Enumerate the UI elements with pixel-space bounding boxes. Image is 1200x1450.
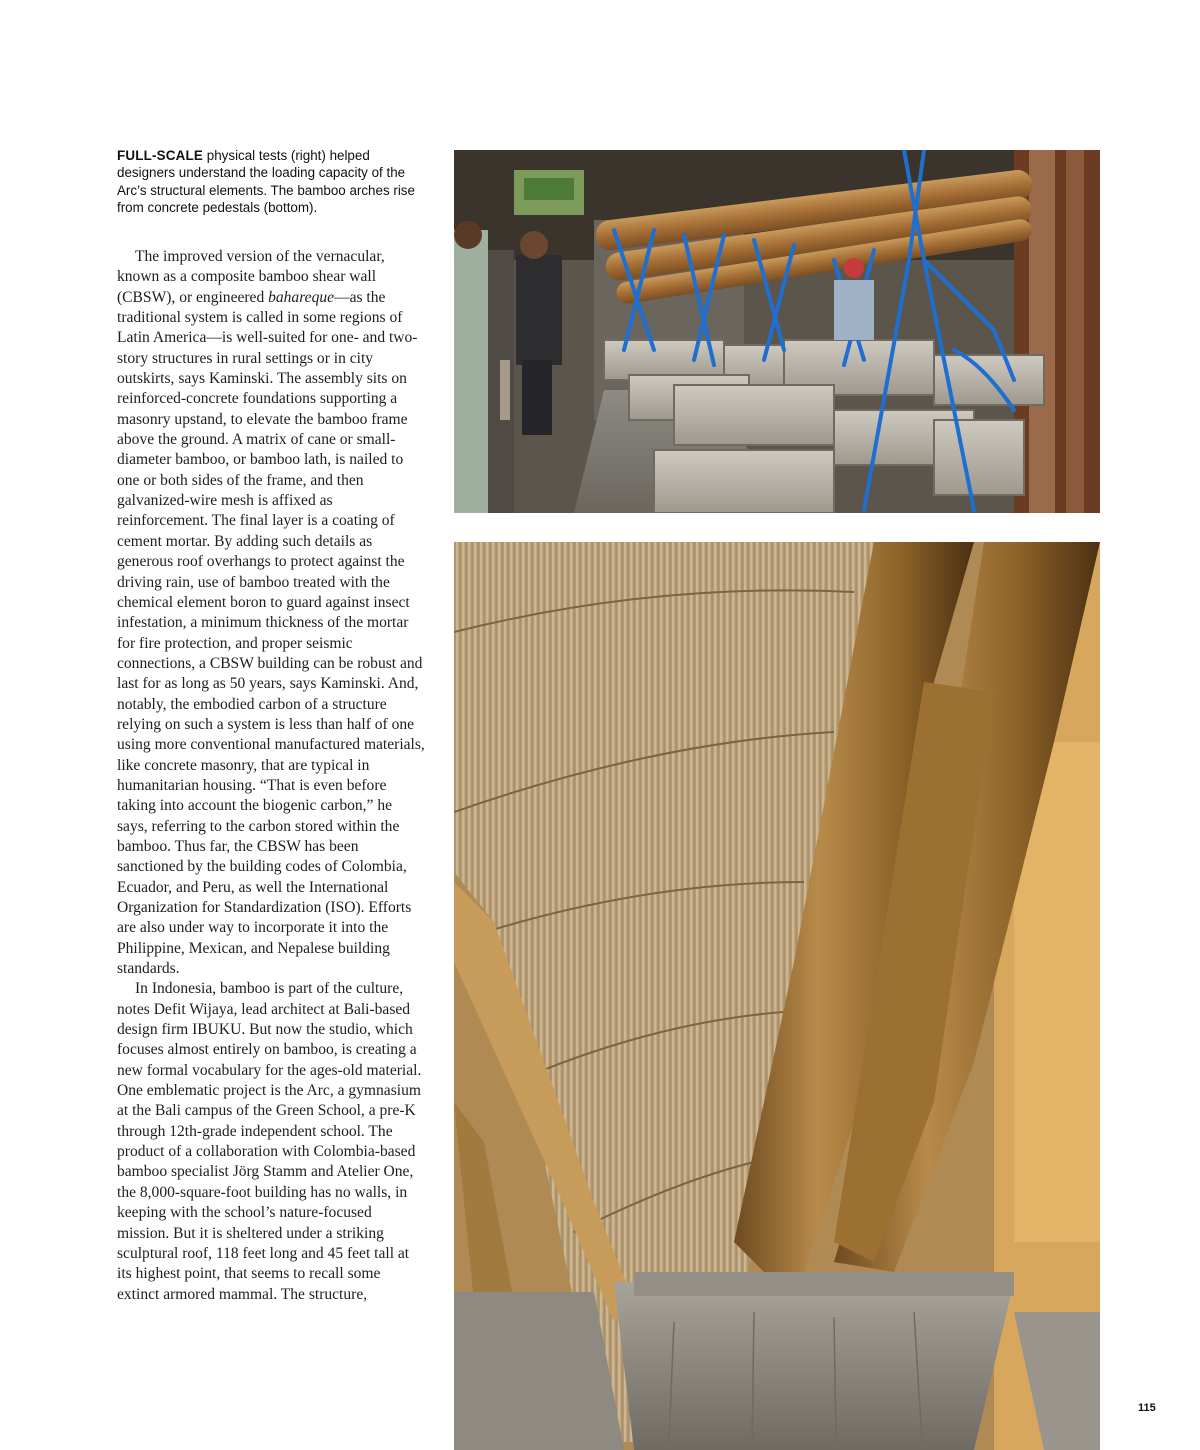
paragraph-1-part-a: The improved version of the vernacular, known as a composite bamboo shear wall (CBSW), or engineered	[117, 248, 385, 306]
page-number: 115	[1138, 1402, 1156, 1414]
caption-text: physical tests (right) helped designers understand the loading capacity of the Arc’s structural elements. The bamboo arches rise from concrete pedestals (bottom).	[117, 148, 415, 216]
load-test-photo	[454, 150, 1100, 513]
bamboo-arch-illustration	[454, 542, 1100, 1450]
paragraph-1-part-b: —as the traditional system is called in some regions of Latin America—is well-suited for one- and two-story structures in rural settings or in city outskirts, says Kaminski. The assembly sits on reinforced-concrete foundations supporting a masonry upstand, to elevate the bamboo frame above the ground. A matrix of cane or small-diameter bamboo, or bamboo lath, is nailed to one or both sides of the frame, and then galvanized-wire mesh is affixed as reinforcement. The final layer is a coating of cement mortar. By adding such details as generous roof overhangs to protect against the driving rain, use of bamboo treated with the chemical element boron to guard against insect infestation, a minimum thickness of the mortar for fire protection, and proper seismic connections, a CBSW building can be robust and last for as long as 50 years, says Kaminski. And, notably, the embodied carbon of a structure relying on such a system is less than half of one using more conventional manufactured materials, like concrete masonry, that are typical in humanitarian housing. “That is even before taking into account the biogenic carbon,” he says, referring to the carbon stored within the bamboo. Thus far, the CBSW has been sanctioned by the building codes of Colombia, Ecuador, and Peru, as well the International Organization for Standardization (ISO). Efforts are also under way to incorporate it into the Philippine, Mexican, and Nepalese building standards.	[117, 288, 425, 978]
article-paragraph-1	[117, 247, 425, 979]
photo-caption	[117, 147, 427, 217]
bahareque-term: bahareque	[268, 288, 335, 306]
bamboo-arch-photo	[454, 542, 1100, 1450]
article-paragraph-2: In Indonesia, bamboo is part of the culture, notes Defit Wijaya, lead architect at Bali-based design firm IBUKU. But now the studio, which focuses almost entirely on bamboo, is creating a new formal vocabulary for the ages-old material. One emblematic project is the Arc, a gymnasium at the Bali campus of the Green School, a pre-K through 12th-grade independent school. The product of a collaboration with Colombia-based bamboo specialist Jörg Stamm and Atelier One, the 8,000-square-foot building has no walls, in keeping with the school’s nature-focused mission. But it is sheltered under a striking sculptural roof, 118 feet long and 45 feet tall at its highest point, that seems to recall some extinct armored mammal. The structure,	[117, 980, 422, 1303]
load-test-illustration	[454, 150, 1100, 513]
caption-lead: FULL-SCALE	[117, 148, 204, 163]
article-body	[117, 247, 425, 1305]
